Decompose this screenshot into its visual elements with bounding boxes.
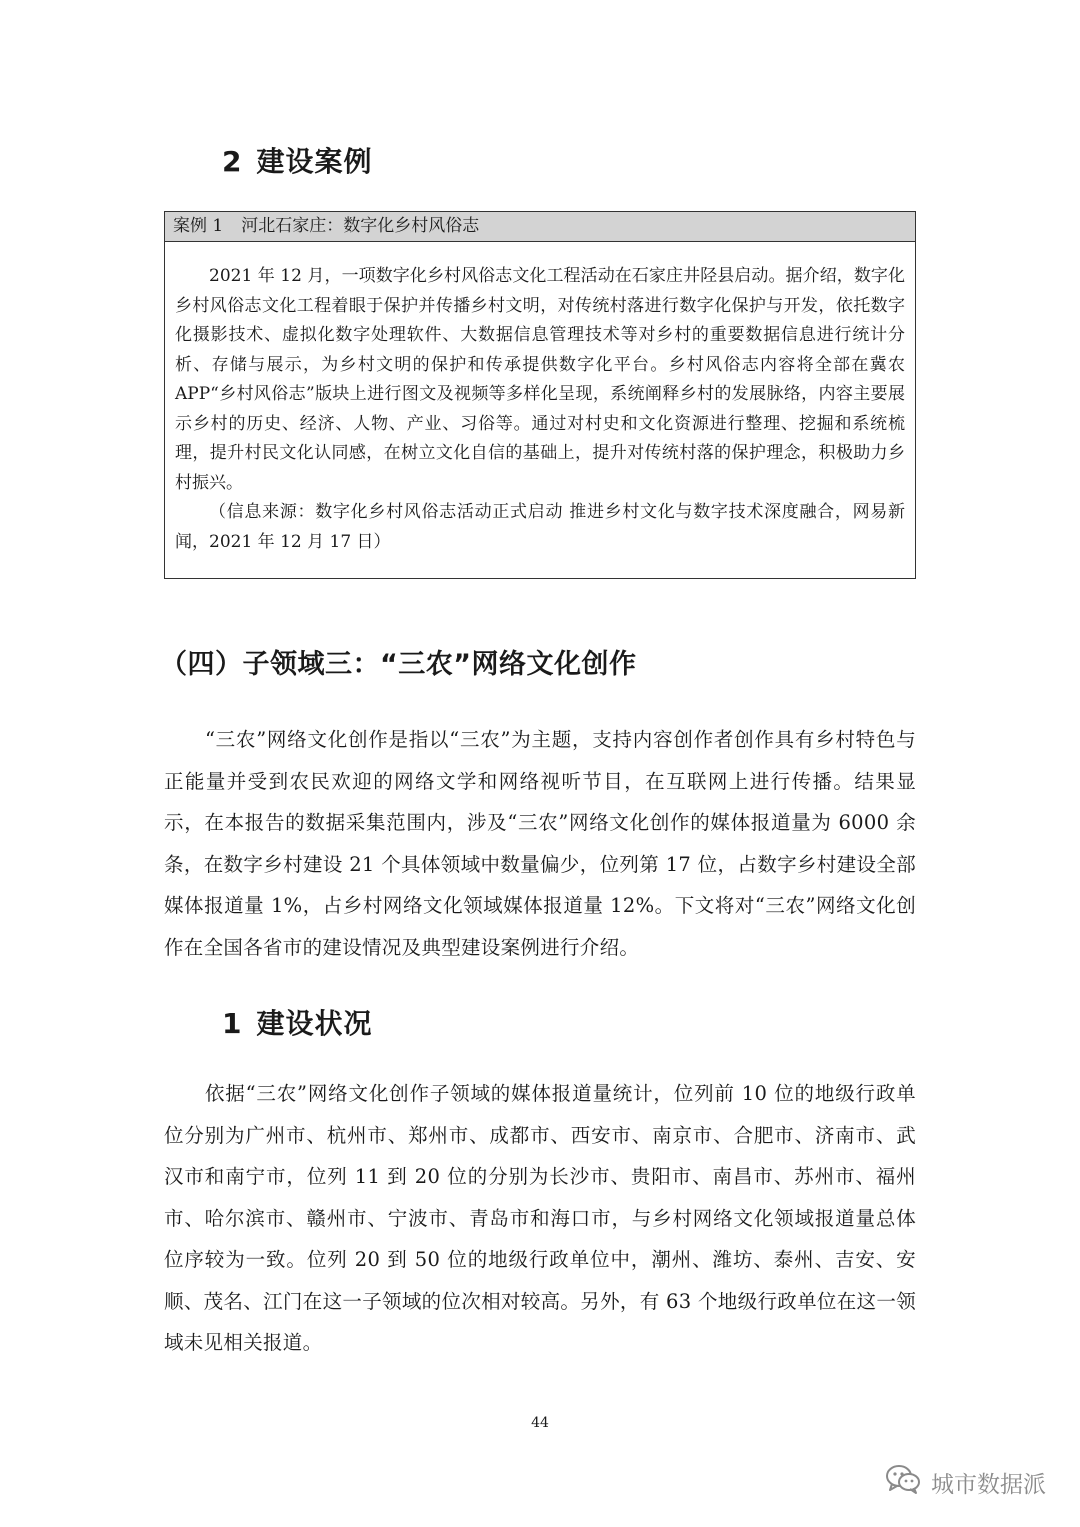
intro-paragraph-block bbox=[164, 719, 916, 968]
intro-paragraph: “三农”网络文化创作是指以“三农”为主题，支持内容创作者创作具有乡村特色与正能量并受到农民欢迎的网络文学和网络视听节目，在互联网上进行传播。结果显示，在本报告的数据采集范围内，涉及“三农”网络文化创作的媒体报道量为 6000 余条，在数字乡村建设 21 个具体领域中数量偏少，位列第 17 位，占数字乡村建设全部媒体报道量 1%，占乡村网络文化领域媒体报道量 12%。下文将对“三农”网络文化创作在全国各省市的建设情况及典型建设案例进行介绍。 bbox=[164, 728, 916, 959]
status-paragraph: 依据“三农”网络文化创作子领域的媒体报道量统计，位列前 10 位的地级行政单位分别为广州市、杭州市、郑州市、成都市、西安市、南京市、合肥市、济南市、武汉市和南宁市，位列 11 到 20 位的分别为长沙市、贵阳市、南昌市、苏州市、福州市、哈尔滨市、赣州市、宁波市、青岛市和海口市，与乡村网络文化领域报道量总体位序较为一致。位列 20 到 50 位的地级行政单位中，潮州、潍坊、泰州、吉安、安顺、茂名、江门在这一子领域的位次相对较高。另外，有 63 个地级行政单位在这一领域未见相关报道。 bbox=[164, 1082, 916, 1354]
page-number: 44 bbox=[531, 1415, 549, 1431]
subsection-heading: （四）子领域三：“三农”网络文化创作 bbox=[160, 649, 637, 680]
case-title: 河北石家庄：数字化乡村风俗志 bbox=[241, 216, 480, 236]
section-number: 1 bbox=[222, 1007, 243, 1040]
case-source: （信息来源：数字化乡村风俗志活动正式启动 推进乡村文化与数字技术深度融合，网易新闻，2021 年 12 月 17 日） bbox=[175, 502, 905, 552]
case-number: 案例 1 bbox=[173, 216, 224, 236]
case-box bbox=[164, 211, 916, 579]
section-heading-cases bbox=[222, 140, 373, 180]
watermark bbox=[885, 1462, 1046, 1502]
status-paragraph-block bbox=[164, 1073, 916, 1364]
section-title: 建设状况 bbox=[256, 1007, 373, 1040]
section-heading-status bbox=[222, 1002, 373, 1042]
case-body bbox=[165, 242, 915, 557]
section-number: 2 bbox=[222, 145, 243, 178]
case-header bbox=[165, 212, 915, 242]
watermark-text: 城市数据派 bbox=[931, 1471, 1046, 1498]
case-paragraph: 2021 年 12 月，一项数字化乡村风俗志文化工程活动在石家庄井陉县启动。据介绍，数字化乡村风俗志文化工程着眼于保护并传播乡村文明，对传统村落进行数字化保护与开发，依托数字化摄影技术、虚拟化数字处理软件、大数据信息管理技术等对乡村的重要数据信息进行统计分析、存储与展示，为乡村文明的保护和传承提供数字化平台。乡村风俗志内容将全部在冀农 APP“乡村风俗志”版块上进行图文及视频等多样化呈现，系统阐释乡村的发展脉络，内容主要展示乡村的历史、经济、人物、产业、习俗等。通过对村史和文化资源进行整理、挖掘和系统梳理，提升村民文化认同感，在树立文化自信的基础上，提升对传统村落的保护理念，积极助力乡村振兴。 bbox=[175, 266, 905, 493]
section-title: 建设案例 bbox=[256, 145, 373, 178]
wechat-icon bbox=[885, 1463, 921, 1501]
